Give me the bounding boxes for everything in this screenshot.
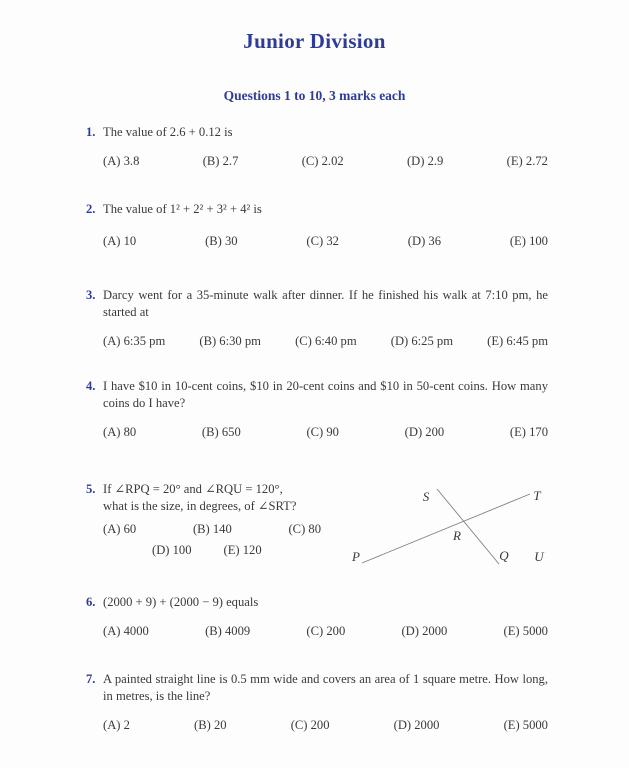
- option-b: (B) 4009: [205, 624, 251, 638]
- option-a: (A) 60: [103, 522, 137, 536]
- option-d: (D) 2000: [393, 718, 440, 732]
- question-head: [86, 481, 338, 515]
- question-number: 6.: [86, 595, 96, 609]
- option-e: (E) 170: [509, 425, 548, 439]
- question-text: The value of 1² + 2² + 3² + 4² is: [103, 202, 262, 216]
- diagram-line-sq: [437, 489, 499, 564]
- question-text: I have $10 in 10-cent coins, $10 in 20-cent coins and $10 in 50-cent coins. How many coins do I have?: [103, 379, 548, 410]
- options-row: [103, 424, 548, 441]
- option-e: (E) 2.72: [506, 154, 548, 168]
- geometry-diagram-svg: [345, 481, 550, 576]
- question-4: [86, 378, 548, 441]
- diagram-label-t: T: [533, 488, 541, 503]
- options-row: [103, 333, 548, 350]
- diagram-label-q: Q: [499, 548, 509, 563]
- option-e: (E) 6:45 pm: [487, 334, 548, 348]
- options-row-2: [152, 542, 338, 559]
- question-text: Darcy went for a 35-minute walk after dinner. If he finished his walk at 7:10 pm, he started at: [103, 288, 548, 319]
- option-b: (B) 650: [201, 425, 241, 439]
- question-2: [86, 201, 548, 250]
- diagram-label-r: R: [453, 528, 461, 543]
- option-c: (C) 6:40 pm: [295, 334, 357, 348]
- question-text: The value of 2.6 + 0.12 is: [103, 125, 233, 139]
- question-7: [86, 671, 548, 734]
- option-a: (A) 3.8: [103, 154, 140, 168]
- option-a: (A) 4000: [103, 624, 149, 638]
- option-a: (A) 6:35 pm: [103, 334, 166, 348]
- options-row: [103, 623, 548, 640]
- option-e: (E) 100: [509, 234, 548, 248]
- option-d: (D) 200: [404, 425, 445, 439]
- option-e: (E) 120: [223, 543, 262, 557]
- question-number: 1.: [86, 125, 96, 139]
- option-a: (A) 10: [103, 234, 137, 248]
- question-3: [86, 287, 548, 350]
- diagram-label-s: S: [422, 489, 430, 504]
- question-number: 4.: [86, 379, 96, 393]
- question-number: 5.: [86, 482, 96, 496]
- option-a: (A) 2: [103, 718, 130, 732]
- option-c: (C) 90: [306, 425, 339, 439]
- option-d: (D) 36: [407, 234, 442, 248]
- option-d: (D) 2.9: [406, 154, 444, 168]
- option-b: (B) 6:30 pm: [199, 334, 261, 348]
- option-c: (C) 80: [288, 522, 321, 536]
- question-text: A painted straight line is 0.5 mm wide and covers an area of 1 square metre. How long, in metres, is the line?: [103, 672, 548, 703]
- option-c: (C) 200: [306, 624, 346, 638]
- question-head: [86, 594, 548, 611]
- question-head: [86, 378, 548, 412]
- question-text-line-1: If ∠RPQ = 20° and ∠RQU = 120°,: [103, 482, 283, 496]
- option-b: (B) 140: [192, 522, 232, 536]
- options-row: [103, 233, 548, 250]
- page-title: Junior Division: [243, 29, 386, 53]
- question-6: [86, 594, 548, 640]
- question-5-text-column: [86, 481, 338, 559]
- option-c: (C) 200: [290, 718, 330, 732]
- question-head: [86, 671, 548, 705]
- option-d: (D) 2000: [401, 624, 448, 638]
- option-b: (B) 20: [194, 718, 227, 732]
- question-text-line-2: what is the size, in degrees, of ∠SRT?: [103, 499, 297, 513]
- question-number: 2.: [86, 202, 96, 216]
- question-text: (2000 + 9) + (2000 − 9) equals: [103, 595, 259, 609]
- geometry-diagram: [345, 481, 550, 576]
- options-row: [103, 153, 548, 170]
- option-b: (B) 2.7: [202, 154, 239, 168]
- question-head: [86, 201, 548, 218]
- question-1: [86, 124, 548, 170]
- option-d: (D) 100: [152, 543, 192, 557]
- question-head: [86, 124, 548, 141]
- option-c: (C) 32: [306, 234, 339, 248]
- option-c: (C) 2.02: [301, 154, 344, 168]
- question-head: [86, 287, 548, 321]
- question-number: 7.: [86, 672, 96, 686]
- options-row: [103, 717, 548, 734]
- options-row-1: [103, 521, 321, 538]
- diagram-label-u: U: [534, 549, 544, 564]
- question-number: 3.: [86, 288, 96, 302]
- option-e: (E) 5000: [503, 624, 548, 638]
- diagram-label-p: P: [352, 549, 360, 564]
- option-a: (A) 80: [103, 425, 137, 439]
- section-heading: Questions 1 to 10, 3 marks each: [223, 88, 406, 103]
- question-text: [103, 481, 338, 515]
- option-e: (E) 5000: [503, 718, 548, 732]
- option-d: (D) 6:25 pm: [390, 334, 454, 348]
- option-b: (B) 30: [205, 234, 238, 248]
